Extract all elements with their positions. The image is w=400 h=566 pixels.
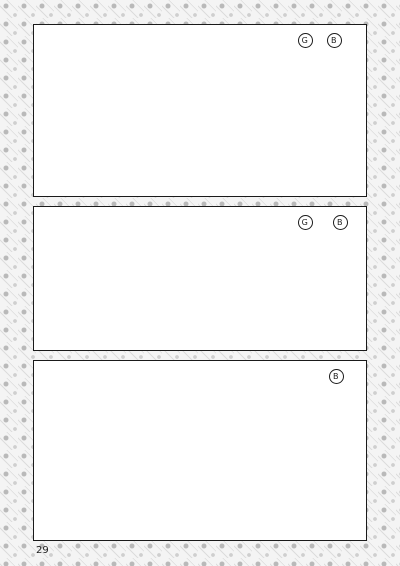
text-column — [296, 33, 313, 188]
dialogue-panel-bottom — [33, 360, 367, 541]
dialogue-panel-middle — [33, 206, 367, 351]
text-columns — [42, 369, 358, 532]
text-column — [327, 369, 344, 532]
speaker-mark: G — [298, 33, 313, 48]
speaker-mark: G — [298, 215, 313, 230]
speaker-mark: B — [327, 33, 342, 48]
page-number: 29 — [36, 545, 49, 556]
text-column — [325, 33, 342, 188]
speaker-mark: B — [333, 215, 348, 230]
speaker-mark: B — [329, 369, 344, 384]
text-columns — [42, 215, 358, 342]
text-columns — [42, 33, 358, 188]
text-column — [331, 215, 348, 342]
text-column — [296, 215, 313, 342]
dialogue-panel-top — [33, 24, 367, 197]
